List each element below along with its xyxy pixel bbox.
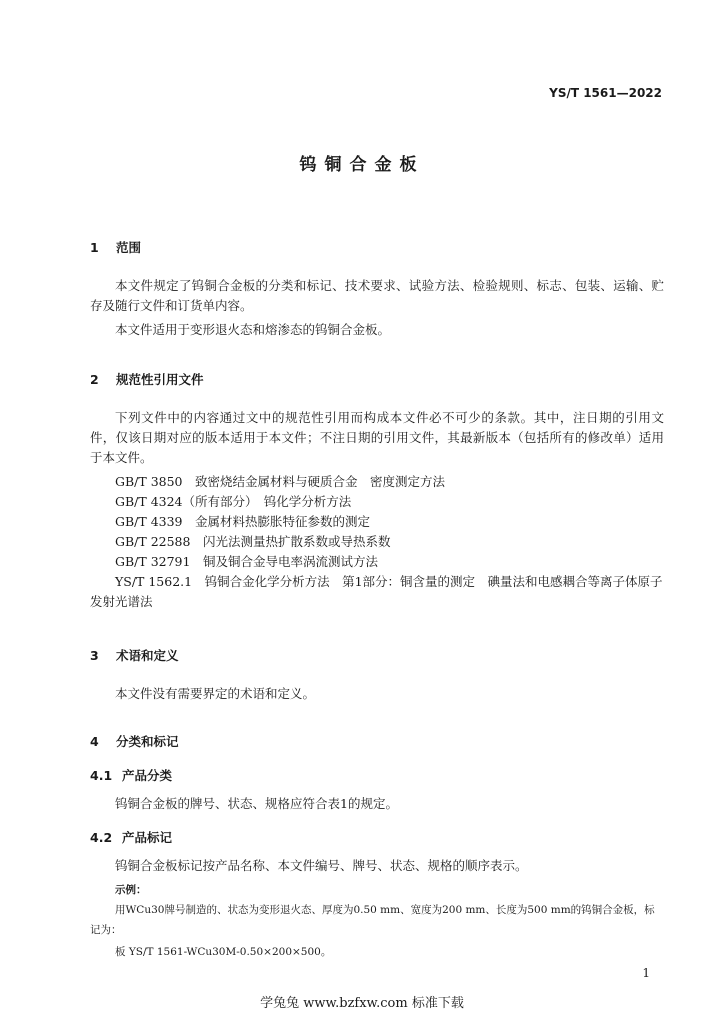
- section-1-heading: [90, 238, 141, 256]
- reference-item: GB/T 32791 铜及铜合金导电率涡流测试方法: [115, 554, 378, 569]
- subsection-4-2-heading: [90, 828, 172, 846]
- reference-list: [90, 472, 664, 612]
- section-4-heading: [90, 732, 179, 750]
- example-label: 示例：: [115, 884, 147, 896]
- page-number: 1: [642, 966, 650, 980]
- paragraph: 钨铜合金板的牌号、状态、规格应符合表1的规定。: [115, 796, 398, 811]
- section-number: 4.1: [90, 768, 113, 783]
- section-number: 2: [90, 372, 99, 387]
- section-3-heading: [90, 646, 179, 664]
- watermark-text: 学兔兔 www.bzfxw.com 标准下载: [260, 996, 464, 1011]
- section-2-heading: [90, 370, 204, 388]
- section-number: 4: [90, 734, 99, 749]
- section-title: 规范性引用文件: [116, 372, 204, 387]
- example-text: 用WCu30牌号制造的、状态为变形退火态、厚度为0.50 mm、宽度为200 mm、长度为500 mm的钨铜合金板，标记为：: [90, 904, 655, 936]
- paragraph: 本文件没有需要界定的术语和定义。: [115, 686, 316, 701]
- reference-item: GB/T 22588 闪光法测量热扩散系数或导热系数: [115, 534, 391, 549]
- reference-item: GB/T 3850 致密烧结金属材料与硬质合金 密度测定方法: [115, 474, 446, 489]
- reference-item: YS/T 1562.1 钨铜合金化学分析方法 第1部分：铜含量的测定 碘量法和电感耦合等离子体原子发射光谱法: [90, 574, 663, 609]
- standard-number: YS/T 1561—2022: [549, 86, 662, 100]
- reference-item: GB/T 4324（所有部分） 钨化学分析方法: [115, 494, 352, 509]
- section-title: 术语和定义: [116, 648, 179, 663]
- section-number: 4.2: [90, 830, 113, 845]
- section-title: 分类和标记: [116, 734, 179, 749]
- section-number: 3: [90, 648, 99, 663]
- document-title: 钨铜合金板: [299, 155, 425, 175]
- paragraph: 下列文件中的内容通过文中的规范性引用而构成本文件必不可少的条款。其中，注日期的引用文件，仅该日期对应的版本适用于本文件；不注日期的引用文件，其最新版本（包括所有的修改单）适用于本文件。: [90, 410, 664, 465]
- section-title: 产品分类: [122, 768, 173, 783]
- reference-item: GB/T 4339 金属材料热膨胀特征参数的测定: [115, 514, 371, 529]
- example-mark: 板 YS/T 1561-WCu30M-0.50×200×500。: [115, 946, 332, 958]
- paragraph: 钨铜合金板标记按产品名称、本文件编号、牌号、状态、规格的顺序表示。: [115, 858, 528, 873]
- paragraph: 本文件适用于变形退火态和熔渗态的钨铜合金板。: [115, 322, 391, 337]
- section-title: 产品标记: [122, 830, 173, 845]
- subsection-4-1-heading: [90, 766, 172, 784]
- paragraph: 本文件规定了钨铜合金板的分类和标记、技术要求、试验方法、检验规则、标志、包装、运输、贮存及随行文件和订货单内容。: [90, 278, 664, 313]
- section-title: 范围: [116, 240, 142, 255]
- section-number: 1: [90, 240, 99, 255]
